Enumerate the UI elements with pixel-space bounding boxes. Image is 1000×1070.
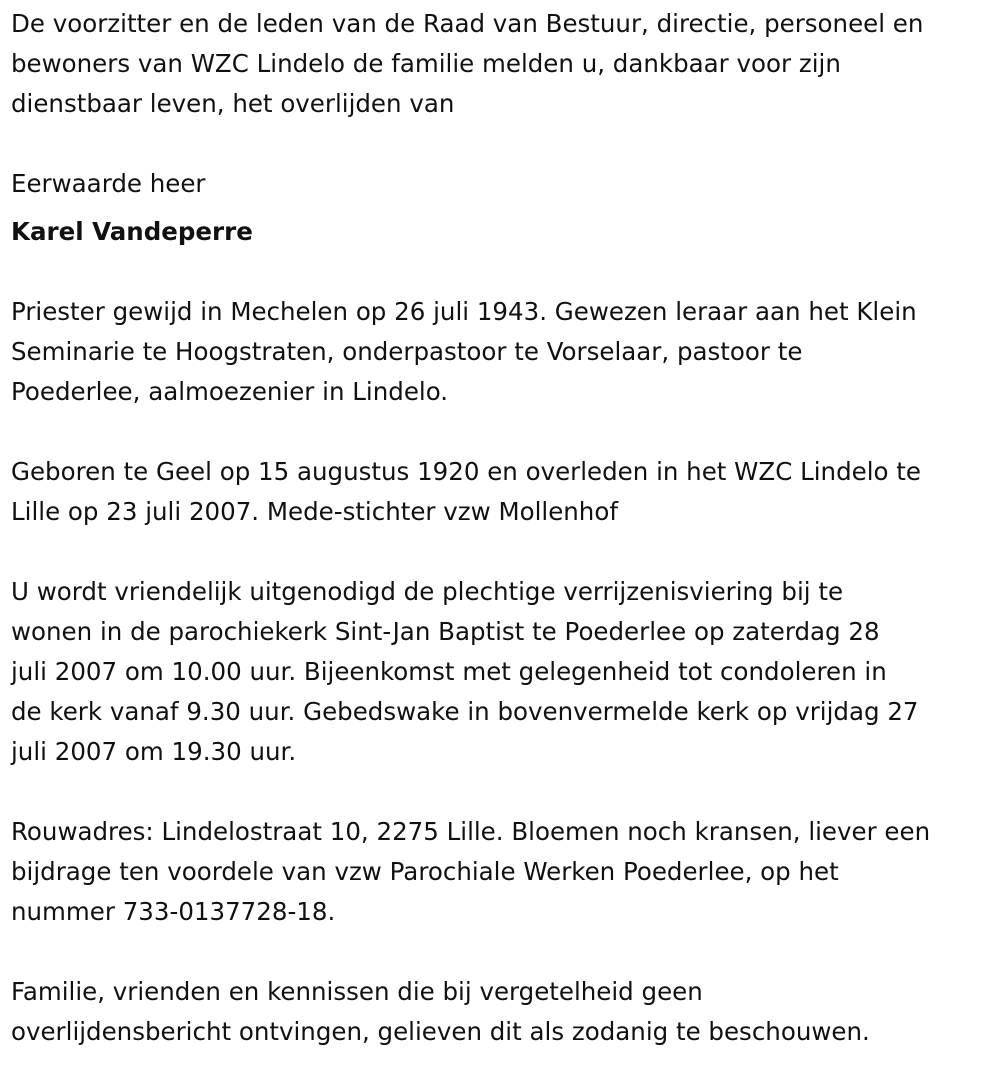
career-line: Poederlee, aalmoezenier in Lindelo. <box>11 377 449 406</box>
address-line: bijdrage ten voordele van vzw Parochiale Werken Poederlee, op het <box>11 857 839 886</box>
ceremony-line: wonen in de parochiekerk Sint-Jan Baptist te Poederlee op zaterdag 28 <box>11 617 880 646</box>
address-line: nummer 733-0137728-18. <box>11 897 336 926</box>
closing-paragraph <box>11 972 996 1052</box>
paragraph-spacer <box>11 124 996 164</box>
birth-death-line: Lille op 23 juli 2007. Mede-stichter vzw Mollenhof <box>11 497 618 526</box>
address-line: Rouwadres: Lindelostraat 10, 2275 Lille. Bloemen noch kransen, liever een <box>11 817 931 846</box>
deceased-name: Karel Vandeperre <box>11 217 253 246</box>
honorific: Eerwaarde heer <box>11 169 206 198</box>
paragraph-spacer <box>11 772 996 812</box>
career-paragraph <box>11 292 996 412</box>
ceremony-line: U wordt vriendelijk uitgenodigd de plechtige verrijzenisviering bij te <box>11 577 844 606</box>
ceremony-line: juli 2007 om 10.00 uur. Bijeenkomst met gelegenheid tot condoleren in <box>11 657 887 686</box>
death-announcement <box>11 4 996 1052</box>
intro-line: De voorzitter en de leden van de Raad van Bestuur, directie, personeel en <box>11 9 924 38</box>
career-line: Priester gewijd in Mechelen op 26 juli 1943. Gewezen leraar aan het Klein <box>11 297 917 326</box>
career-line: Seminarie te Hoogstraten, onderpastoor te Vorselaar, pastoor te <box>11 337 803 366</box>
birth-death-paragraph <box>11 452 996 532</box>
paragraph-spacer <box>11 532 996 572</box>
ceremony-line: juli 2007 om 19.30 uur. <box>11 737 297 766</box>
paragraph-spacer <box>11 412 996 452</box>
ceremony-line: de kerk vanaf 9.30 uur. Gebedswake in bovenvermelde kerk op vrijdag 27 <box>11 697 919 726</box>
closing-line: overlijdensbericht ontvingen, gelieven dit als zodanig te beschouwen. <box>11 1017 870 1046</box>
closing-line: Familie, vrienden en kennissen die bij vergetelheid geen <box>11 977 703 1006</box>
intro-paragraph <box>11 4 996 124</box>
paragraph-spacer <box>11 252 996 292</box>
birth-death-line: Geboren te Geel op 15 augustus 1920 en overleden in het WZC Lindelo te <box>11 457 921 486</box>
paragraph-spacer <box>11 932 996 972</box>
address-paragraph <box>11 812 996 932</box>
ceremony-paragraph <box>11 572 996 772</box>
intro-line: bewoners van WZC Lindelo de familie melden u, dankbaar voor zijn <box>11 49 841 78</box>
intro-line: dienstbaar leven, het overlijden van <box>11 89 455 118</box>
